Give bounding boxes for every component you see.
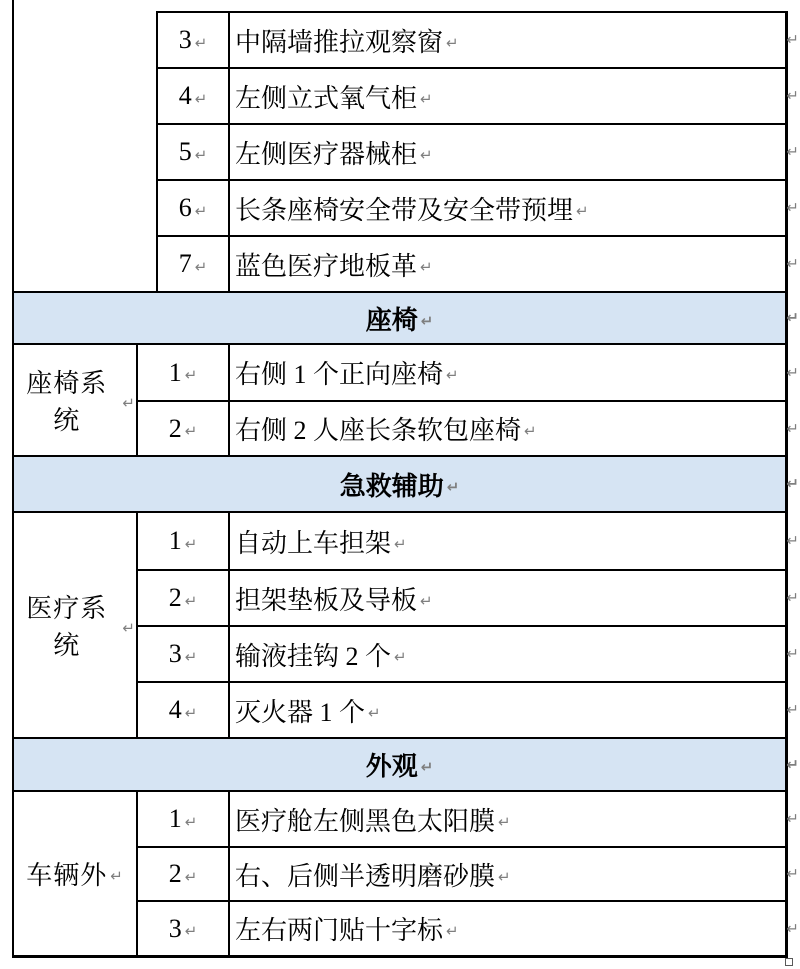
band-title: 座椅 — [365, 305, 418, 335]
paragraph-mark-icon: ↵ — [194, 33, 208, 52]
row-number-cell[interactable] — [136, 848, 230, 900]
row-desc: 中隔墙推拉观察窗 — [235, 27, 444, 57]
row-desc: 医疗舱左侧黑色太阳膜 — [235, 806, 496, 836]
table-row — [156, 67, 799, 123]
row-desc: 右侧 1 个正向座椅 — [235, 360, 444, 389]
row-number: 1 — [168, 804, 182, 833]
row-end-paragraph-mark-icon: ↵ — [786, 30, 799, 49]
section-band-seats[interactable] — [14, 291, 799, 345]
row-number-cell[interactable] — [136, 402, 230, 455]
row-desc-cell[interactable] — [230, 571, 785, 625]
row-desc: 右、后侧半透明磨砂膜 — [235, 861, 496, 891]
row-desc-cell[interactable] — [230, 237, 785, 291]
table-end-marker — [785, 958, 793, 966]
row-number-cell[interactable] — [156, 125, 230, 179]
paragraph-mark-icon: ↵ — [420, 145, 433, 164]
paragraph-mark-icon: ↵ — [498, 812, 511, 831]
row-desc-cell[interactable] — [230, 683, 785, 737]
row-desc-cell[interactable] — [230, 792, 785, 846]
paragraph-mark-icon: ↵ — [420, 89, 433, 108]
section-medical-system — [14, 513, 799, 737]
row-end-paragraph-mark-icon: ↵ — [786, 308, 799, 327]
paragraph-mark-icon: ↵ — [420, 758, 434, 776]
row-number-cell[interactable] — [156, 237, 230, 291]
row-desc-cell[interactable] — [230, 69, 785, 123]
row-desc: 担架垫板及导板 — [235, 585, 418, 615]
paragraph-mark-icon: ↵ — [184, 591, 198, 610]
row-end-paragraph-mark-icon: ↵ — [786, 700, 799, 719]
row-desc-cell[interactable] — [230, 402, 785, 455]
empty-category-cell[interactable] — [14, 11, 156, 291]
row-end-paragraph-mark-icon: ↵ — [786, 419, 799, 437]
row-desc-cell[interactable] — [230, 345, 785, 400]
spec-table — [12, 11, 799, 958]
row-number: 7 — [178, 249, 192, 278]
paragraph-mark-icon: ↵ — [394, 647, 407, 666]
table-row — [156, 235, 799, 291]
table-row — [156, 123, 799, 179]
paragraph-mark-icon: ↵ — [184, 422, 198, 440]
category-cell[interactable] — [14, 345, 136, 455]
section-rows — [136, 792, 799, 955]
table-row — [136, 681, 799, 737]
paragraph-mark-icon: ↵ — [184, 703, 198, 722]
row-desc: 左右两门贴十字标 — [235, 916, 444, 945]
band-title: 急救辅助 — [339, 471, 444, 501]
row-end-paragraph-mark-icon: ↵ — [786, 809, 799, 828]
row-number: 4 — [168, 695, 182, 724]
paragraph-mark-icon: ↵ — [498, 867, 511, 886]
band-title: 外观 — [365, 752, 418, 781]
row-desc: 输液挂钩 2 个 — [235, 641, 392, 671]
row-number: 5 — [178, 137, 192, 166]
row-end-paragraph-mark-icon: ↵ — [786, 755, 799, 773]
paragraph-mark-icon: ↵ — [420, 257, 433, 276]
paragraph-mark-icon: ↵ — [122, 393, 136, 412]
paragraph-mark-icon: ↵ — [446, 33, 459, 52]
category-label: 医疗系统 — [26, 594, 108, 660]
paragraph-mark-icon: ↵ — [184, 812, 198, 831]
section-rows — [136, 345, 799, 455]
row-end-paragraph-mark-icon: ↵ — [786, 531, 799, 550]
row-end-paragraph-mark-icon: ↵ — [786, 142, 799, 161]
paragraph-mark-icon: ↵ — [194, 89, 208, 108]
paragraph-mark-icon: ↵ — [446, 922, 459, 940]
row-number: 6 — [178, 193, 192, 222]
paragraph-mark-icon: ↵ — [184, 647, 198, 666]
row-number-cell[interactable] — [156, 69, 230, 123]
row-desc-cell[interactable] — [230, 125, 785, 179]
row-number-cell[interactable] — [136, 902, 230, 955]
row-number: 2 — [168, 413, 182, 443]
row-desc-cell[interactable] — [230, 513, 785, 569]
table-row — [136, 400, 799, 455]
row-end-paragraph-mark-icon: ↵ — [786, 363, 799, 381]
section-vehicle-exterior — [14, 792, 799, 955]
row-end-paragraph-mark-icon: ↵ — [786, 474, 799, 493]
table-row — [136, 792, 799, 846]
paragraph-mark-icon: ↵ — [184, 366, 198, 384]
row-desc: 蓝色医疗地板革 — [235, 251, 418, 281]
category-label: 座椅系统 — [26, 369, 108, 435]
table-row — [136, 569, 799, 625]
row-number-cell[interactable] — [136, 571, 230, 625]
table-row — [136, 625, 799, 681]
row-end-paragraph-mark-icon: ↵ — [786, 198, 799, 217]
paragraph-mark-icon: ↵ — [122, 618, 136, 637]
row-desc-cell[interactable] — [230, 902, 785, 955]
row-desc-cell[interactable] — [230, 181, 785, 235]
row-desc: 灭火器 1 个 — [235, 697, 366, 727]
category-label: 车辆外 — [26, 861, 108, 890]
row-number: 2 — [168, 859, 182, 888]
paragraph-mark-icon: ↵ — [576, 201, 589, 220]
row-number: 1 — [168, 357, 182, 387]
category-cell[interactable] — [14, 792, 136, 955]
row-end-paragraph-mark-icon: ↵ — [786, 254, 799, 273]
table-row — [156, 179, 799, 235]
paragraph-mark-icon: ↵ — [194, 145, 208, 164]
row-number: 2 — [168, 583, 182, 612]
row-number-cell[interactable] — [136, 513, 230, 569]
paragraph-mark-icon: ↵ — [184, 922, 198, 940]
table-row — [136, 513, 799, 569]
paragraph-mark-icon: ↵ — [110, 867, 124, 885]
section-rows — [136, 513, 799, 737]
row-number-cell[interactable] — [136, 345, 230, 400]
section-band-first-aid[interactable] — [14, 455, 799, 513]
row-desc-cell[interactable] — [230, 627, 785, 681]
row-desc-cell[interactable] — [230, 13, 785, 67]
row-number-cell[interactable] — [136, 792, 230, 846]
paragraph-mark-icon: ↵ — [446, 366, 459, 384]
row-number-cell[interactable] — [136, 627, 230, 681]
paragraph-mark-icon: ↵ — [420, 311, 434, 330]
row-number: 4 — [178, 81, 192, 110]
table-row — [136, 846, 799, 900]
row-desc: 左侧立式氧气柜 — [235, 83, 418, 113]
paragraph-mark-icon: ↵ — [184, 867, 198, 886]
row-number-cell[interactable] — [156, 181, 230, 235]
row-number-cell[interactable] — [156, 13, 230, 67]
row-number-cell[interactable] — [136, 683, 230, 737]
row-desc: 长条座椅安全带及安全带预埋 — [235, 195, 574, 225]
paragraph-mark-icon: ↵ — [184, 534, 198, 553]
paragraph-mark-icon: ↵ — [446, 477, 460, 496]
section-band-exterior[interactable] — [14, 737, 799, 792]
row-end-paragraph-mark-icon: ↵ — [786, 86, 799, 105]
row-end-paragraph-mark-icon: ↵ — [786, 919, 799, 937]
row-end-paragraph-mark-icon: ↵ — [786, 864, 799, 883]
row-desc: 左侧医疗器械柜 — [235, 139, 418, 169]
table-row — [136, 900, 799, 955]
row-number: 1 — [168, 526, 182, 555]
continuation-section — [14, 11, 799, 291]
row-desc-cell[interactable] — [230, 848, 785, 900]
row-number: 3 — [178, 25, 192, 54]
paragraph-mark-icon: ↵ — [368, 703, 381, 722]
paragraph-mark-icon: ↵ — [394, 534, 407, 553]
continuation-rows — [156, 11, 799, 291]
row-number: 3 — [168, 639, 182, 668]
table-row — [136, 345, 799, 400]
row-desc: 自动上车担架 — [235, 528, 392, 558]
paragraph-mark-icon: ↵ — [194, 257, 208, 276]
row-end-paragraph-mark-icon: ↵ — [786, 644, 799, 663]
paragraph-mark-icon: ↵ — [420, 591, 433, 610]
row-end-paragraph-mark-icon: ↵ — [786, 588, 799, 607]
paragraph-mark-icon: ↵ — [524, 422, 537, 440]
table-row — [156, 11, 799, 67]
paragraph-mark-icon: ↵ — [194, 201, 208, 220]
row-desc: 右侧 2 人座长条软包座椅 — [235, 416, 522, 445]
section-seat-system — [14, 345, 799, 455]
row-number: 3 — [168, 913, 182, 943]
category-cell[interactable] — [14, 513, 136, 737]
